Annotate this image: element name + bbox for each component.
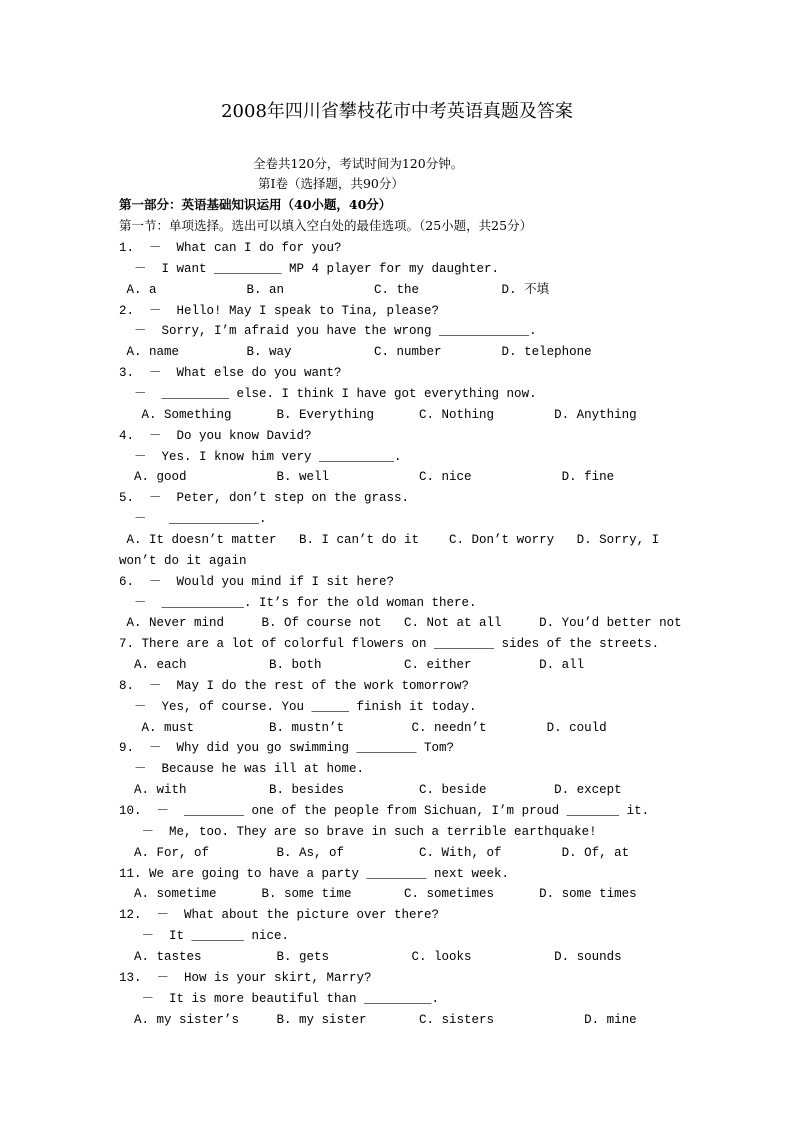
document-title: 2008年四川省攀枝花市中考英语真题及答案 — [221, 101, 573, 122]
volume-heading: 第Ⅰ卷（选择题，共90分） — [258, 176, 404, 191]
question-line: － It is more beautiful than _________. — [119, 991, 440, 1006]
question-line: － It _______ nice. — [119, 929, 290, 944]
question-line: A. sometime B. some time C. sometimes D. some times — [119, 887, 637, 902]
question-line: A. a B. an C. the D. 不填 — [119, 282, 550, 297]
question-line: A. Something B. Everything C. Nothing D. Anything — [119, 407, 637, 422]
question-line: 1. － What can I do for you? — [119, 241, 342, 255]
question-line: 3. － What else do you want? — [119, 366, 342, 381]
question-line: 11. We are going to have a party ________ next week. — [119, 866, 510, 881]
question-line: 12. － What about the picture over there? — [119, 908, 440, 923]
question-line: A. with B. besides C. beside D. except — [119, 783, 622, 798]
question-line: 8. － May I do the rest of the work tomorrow? — [119, 678, 470, 693]
question-line: 13. － How is your skirt, Marry? — [119, 970, 372, 985]
question-line: － I want _________ MP 4 player for my daughter. — [119, 261, 500, 276]
question-line: A. tastes B. gets C. looks D. sounds — [119, 949, 622, 964]
question-line: 9. － Why did you go swimming ________ Tom? — [119, 741, 455, 756]
question-line: 4. － Do you know David? — [119, 428, 312, 443]
question-line: A. good B. well C. nice D. fine — [119, 470, 615, 485]
question-line: 6. － Would you mind if I sit here? — [119, 574, 395, 589]
question-line: A. name B. way C. number D. telephone — [119, 345, 592, 360]
question-line: A. must B. mustn’t C. needn’t D. could — [119, 720, 607, 735]
part-heading: 第一部分：英语基础知识运用（40小题，40分） — [119, 197, 392, 212]
question-line: － ____________. — [119, 512, 267, 527]
question-line: A. Never mind B. Of course not C. Not at all D. You’d better not — [119, 616, 682, 631]
question-line: A. It doesn’t matter B. I can’t do it C. Don’t worry D. Sorry, I — [119, 532, 660, 547]
question-line: － Sorry, I’m afraid you have the wrong ____________. — [119, 324, 537, 339]
question-line: 5. － Peter, don’t step on the grass. — [119, 491, 410, 506]
question-line: 10. － ________ one of the people from Sichuan, I’m proud _______ it. — [119, 804, 650, 818]
question-line: － Yes. I know him very __________. — [119, 449, 402, 464]
question-line: A. For, of B. As, of C. With, of D. Of, at — [119, 845, 630, 860]
question-line: － _________ else. I think I have got everything now. — [119, 387, 537, 401]
question-line: － Because he was ill at home. — [119, 762, 365, 777]
question-line: － Me, too. They are so brave in such a terrible earthquake! — [119, 824, 597, 839]
question-line: A. my sister’s B. my sister C. sisters D. mine — [119, 1012, 637, 1027]
question-line: A. each B. both C. either D. all — [119, 658, 585, 672]
question-line: 7. There are a lot of colorful flowers on ________ sides of the streets. — [119, 637, 660, 652]
exam-info: 全卷共120分，考试时间为120分钟。 — [253, 156, 464, 171]
question-line: － ___________. It’s for the old woman there. — [119, 595, 477, 610]
section-heading: 第一节：单项选择。选出可以填入空白处的最佳选项。（25小题，共25分） — [119, 218, 533, 233]
question-line: won’t do it again — [119, 553, 247, 568]
question-line: 2. － Hello! May I speak to Tina, please? — [119, 303, 440, 318]
question-line: － Yes, of course. You _____ finish it today. — [119, 699, 477, 714]
